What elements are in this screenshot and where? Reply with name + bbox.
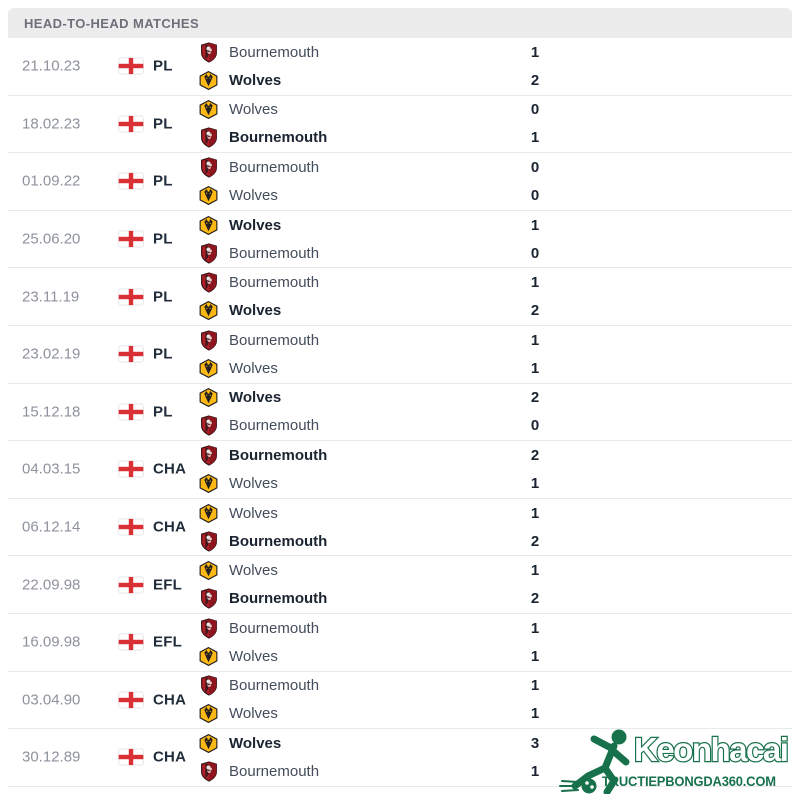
match-date: 16.09.98 [22, 633, 81, 651]
teams [198, 441, 792, 498]
team-row [198, 412, 792, 439]
team-name: Bournemouth [229, 417, 320, 435]
competition-label: CHA [153, 748, 187, 766]
match-row[interactable] [8, 556, 792, 614]
team-row [198, 672, 792, 699]
teams [198, 38, 792, 95]
team-row [198, 269, 792, 296]
team-row [198, 442, 792, 469]
competition [118, 691, 186, 708]
team-name: Wolves [229, 359, 278, 377]
team-row [198, 212, 792, 239]
team-name: Bournemouth [229, 532, 328, 550]
team-score: 1 [530, 43, 540, 61]
competition [118, 634, 182, 651]
competition [118, 461, 186, 478]
bournemouth-logo-icon [198, 330, 219, 351]
match-row[interactable] [8, 96, 792, 154]
competition [118, 173, 173, 190]
team-name: Bournemouth [229, 43, 320, 61]
wolves-logo-icon [198, 186, 219, 205]
competition [118, 231, 173, 248]
wolves-logo-icon [198, 388, 219, 407]
team-score: 1 [530, 677, 540, 695]
teams [198, 211, 792, 268]
england-flag-icon [118, 58, 144, 75]
team-row [198, 615, 792, 642]
team-row [198, 297, 792, 324]
team-score: 1 [530, 359, 540, 377]
team-row [198, 182, 792, 209]
team-row [198, 327, 792, 354]
competition [118, 749, 186, 766]
match-date: 22.09.98 [22, 576, 81, 594]
team-name: Bournemouth [229, 244, 320, 262]
wolves-logo-icon [198, 734, 219, 753]
england-flag-icon [118, 749, 144, 766]
team-name: Bournemouth [229, 331, 320, 349]
team-score: 2 [530, 302, 540, 320]
match-row[interactable] [8, 672, 792, 730]
england-flag-icon [118, 403, 144, 420]
competition [118, 519, 186, 536]
bournemouth-logo-icon [198, 272, 219, 293]
team-row [198, 124, 792, 151]
match-date: 30.12.89 [22, 748, 81, 766]
competition-label: CHA [153, 460, 187, 478]
wolves-logo-icon [198, 561, 219, 580]
competition-label: EFL [153, 576, 182, 594]
team-score: 2 [530, 389, 540, 407]
competition-label: PL [153, 57, 173, 75]
team-name: Bournemouth [229, 274, 320, 292]
match-date: 03.04.90 [22, 691, 81, 709]
bournemouth-logo-icon [198, 415, 219, 436]
england-flag-icon [118, 173, 144, 190]
team-name: Bournemouth [229, 129, 328, 147]
competition-label: CHA [153, 518, 187, 536]
team-name: Wolves [229, 186, 278, 204]
team-row [198, 154, 792, 181]
match-date: 23.11.19 [22, 288, 80, 306]
bournemouth-logo-icon [198, 42, 219, 63]
team-row [198, 96, 792, 123]
match-row[interactable] [8, 384, 792, 442]
team-score: 3 [530, 734, 540, 752]
team-name: Bournemouth [229, 677, 320, 695]
team-score: 1 [530, 705, 540, 723]
match-date: 21.10.23 [22, 57, 81, 75]
competition [118, 403, 173, 420]
match-date: 04.03.15 [22, 460, 81, 478]
team-name: Bournemouth [229, 446, 328, 464]
teams [198, 268, 792, 325]
watermark-logo [558, 724, 800, 794]
match-row[interactable] [8, 614, 792, 672]
england-flag-icon [118, 461, 144, 478]
team-row [198, 240, 792, 267]
team-name: Wolves [229, 389, 282, 407]
team-name: Wolves [229, 71, 282, 89]
team-row [198, 585, 792, 612]
competition [118, 576, 182, 593]
competition-label: PL [153, 172, 173, 190]
team-row [198, 500, 792, 527]
match-row[interactable] [8, 499, 792, 557]
teams [198, 614, 792, 671]
competition [118, 115, 173, 132]
teams [198, 96, 792, 153]
section-header [8, 8, 792, 38]
team-row [198, 470, 792, 497]
team-score: 0 [530, 186, 540, 204]
competition-label: PL [153, 230, 173, 248]
team-row [198, 39, 792, 66]
match-row[interactable] [8, 441, 792, 499]
match-date: 25.06.20 [22, 230, 81, 248]
match-row[interactable] [8, 268, 792, 326]
bournemouth-logo-icon [198, 127, 219, 148]
teams [198, 672, 792, 729]
teams [198, 556, 792, 613]
match-date: 15.12.18 [22, 403, 81, 421]
team-score: 1 [530, 216, 540, 234]
team-row [198, 67, 792, 94]
wolves-logo-icon [198, 704, 219, 723]
competition [118, 346, 173, 363]
team-name: Wolves [229, 647, 278, 665]
teams [198, 499, 792, 556]
match-date: 01.09.22 [22, 172, 81, 190]
wolves-logo-icon [198, 71, 219, 90]
team-name: Bournemouth [229, 158, 320, 176]
team-name: Wolves [229, 474, 278, 492]
team-score: 0 [530, 244, 540, 262]
england-flag-icon [118, 691, 144, 708]
team-row [198, 643, 792, 670]
bournemouth-logo-icon [198, 761, 219, 782]
team-score: 1 [530, 129, 540, 147]
bournemouth-logo-icon [198, 588, 219, 609]
bournemouth-logo-icon [198, 675, 219, 696]
team-row [198, 528, 792, 555]
teams [198, 326, 792, 383]
teams [198, 153, 792, 210]
england-flag-icon [118, 634, 144, 651]
wolves-logo-icon [198, 474, 219, 493]
team-row [198, 557, 792, 584]
team-name: Wolves [229, 216, 282, 234]
team-score: 0 [530, 101, 540, 119]
bournemouth-logo-icon [198, 445, 219, 466]
team-score: 1 [530, 562, 540, 580]
team-name: Wolves [229, 705, 278, 723]
teams [198, 384, 792, 441]
team-name: Bournemouth [229, 590, 328, 608]
competition [118, 288, 173, 305]
match-row[interactable] [8, 211, 792, 269]
wolves-logo-icon [198, 301, 219, 320]
england-flag-icon [118, 519, 144, 536]
team-score: 1 [530, 474, 540, 492]
team-name: Wolves [229, 562, 278, 580]
match-list [8, 38, 792, 787]
england-flag-icon [118, 576, 144, 593]
england-flag-icon [118, 288, 144, 305]
team-name: Bournemouth [229, 619, 320, 637]
team-score: 2 [530, 590, 540, 608]
team-name: Wolves [229, 734, 282, 752]
brand-logo-text [634, 730, 800, 770]
bournemouth-logo-icon [198, 243, 219, 264]
svg-text:Keonhacai: Keonhacai [634, 731, 788, 768]
team-score: 1 [530, 762, 540, 780]
bournemouth-logo-icon [198, 618, 219, 639]
team-score: 1 [530, 274, 540, 292]
team-score: 0 [530, 417, 540, 435]
match-date: 18.02.23 [22, 115, 81, 133]
team-name: Wolves [229, 302, 282, 320]
wolves-logo-icon [198, 359, 219, 378]
competition [118, 58, 173, 75]
team-score: 0 [530, 158, 540, 176]
match-row[interactable] [8, 153, 792, 211]
competition-label: PL [153, 345, 173, 363]
competition-label: CHA [153, 691, 187, 709]
competition-label: EFL [153, 633, 182, 651]
team-score: 1 [530, 504, 540, 522]
competition-label: PL [153, 288, 173, 306]
england-flag-icon [118, 346, 144, 363]
team-name: Wolves [229, 504, 278, 522]
team-row [198, 355, 792, 382]
team-row [198, 384, 792, 411]
team-score: 2 [530, 446, 540, 464]
match-date: 23.02.19 [22, 345, 81, 363]
team-name: Wolves [229, 101, 278, 119]
wolves-logo-icon [198, 100, 219, 119]
team-score: 2 [530, 71, 540, 89]
wolves-logo-icon [198, 216, 219, 235]
team-name: Bournemouth [229, 762, 320, 780]
wolves-logo-icon [198, 504, 219, 523]
match-row[interactable] [8, 326, 792, 384]
competition-label: PL [153, 403, 173, 421]
england-flag-icon [118, 115, 144, 132]
team-score: 1 [530, 647, 540, 665]
watermark-site-text: TRUCTIEPBONGDA360.COM [602, 774, 776, 789]
england-flag-icon [118, 231, 144, 248]
competition-label: PL [153, 115, 173, 133]
team-score: 1 [530, 331, 540, 349]
team-score: 2 [530, 532, 540, 550]
match-date: 06.12.14 [22, 518, 81, 536]
match-row[interactable] [8, 38, 792, 96]
wolves-logo-icon [198, 647, 219, 666]
bournemouth-logo-icon [198, 157, 219, 178]
team-score: 1 [530, 619, 540, 637]
bournemouth-logo-icon [198, 531, 219, 552]
section-title: HEAD-TO-HEAD MATCHES [24, 15, 200, 31]
